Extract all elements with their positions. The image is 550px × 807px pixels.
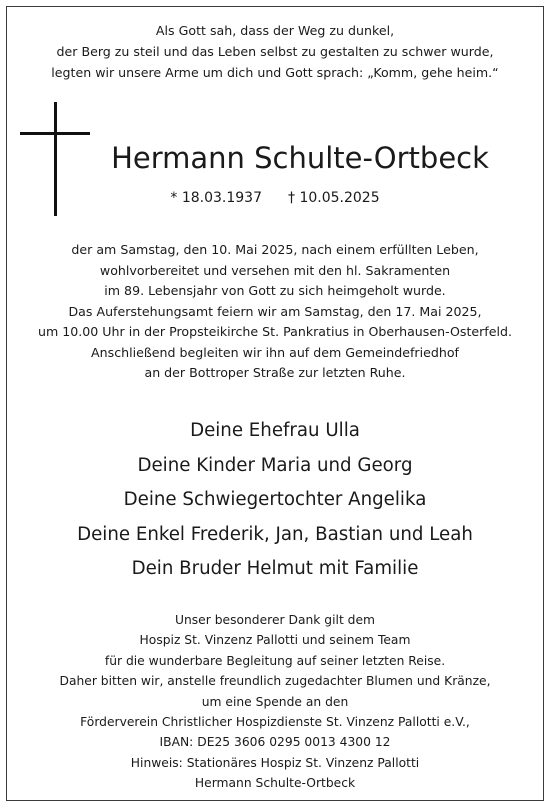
thanks-line: für die wunderbare Begleitung auf seiner letzten Reise.: [104, 653, 446, 668]
deceased-name: Hermann Schulte-Ortbeck: [111, 141, 489, 175]
notice-line: der am Samstag, den 10. Mai 2025, nach einem erfüllten Leben,: [71, 242, 479, 257]
mourner-line: Deine Kinder Maria und Georg: [137, 454, 413, 476]
mourner-line: Dein Bruder Helmut mit Familie: [131, 558, 419, 579]
intro-line: der Berg zu steil und das Leben selbst zu gestalten zu schwer wurde,: [56, 44, 494, 59]
mourner-line: Deine Ehefrau Ulla: [190, 420, 360, 441]
donation-recipient: Förderverein Christlicher Hospizdienste St. Vinzenz Pallotti e.V.,: [80, 715, 470, 730]
thanks-line: um eine Spende an den: [201, 694, 349, 709]
death-date: † 10.05.2025: [288, 190, 380, 206]
thanks-and-donation: [0, 610, 550, 794]
intro-poem: [0, 20, 550, 83]
notice-line: um 10.00 Uhr in der Propsteikirche St. Pankratius in Oberhausen-Osterfeld.: [38, 324, 512, 339]
thanks-line: Hospiz St. Vinzenz Pallotti und seinem Team: [139, 633, 411, 648]
thanks-line: Unser besonderer Dank gilt dem: [174, 613, 376, 627]
intro-line: Als Gott sah, dass der Weg zu dunkel,: [155, 23, 395, 38]
notice-line: im 89. Lebensjahr von Gott zu sich heimgeholt wurde.: [104, 283, 446, 298]
notice-line: Das Auferstehungsamt feiern wir am Samstag, den 17. Mai 2025,: [68, 303, 482, 319]
cross-horizontal-bar: [20, 132, 90, 135]
intro-line: legten wir unsere Arme um dich und Gott sprach: „Komm, gehe heim.“: [51, 65, 499, 80]
life-dates: [0, 188, 550, 208]
donation-reference-name: Hermann Schulte-Ortbeck: [194, 776, 356, 791]
death-notice-text: [0, 240, 550, 384]
notice-line: Anschließend begleiten wir ihn auf dem Gemeindefriedhof: [91, 344, 459, 360]
notice-line: an der Bottroper Straße zur letzten Ruhe.: [144, 365, 406, 380]
donation-iban: IBAN: DE25 3606 0295 0013 4300 12: [159, 735, 391, 750]
birth-date: * 18.03.1937: [170, 190, 262, 206]
notice-line: wohlvorbereitet und versehen mit den hl. Sakramenten: [99, 262, 451, 278]
mourners-list: [0, 414, 550, 587]
donation-reference: Hinweis: Stationäres Hospiz St. Vinzenz Pallotti: [130, 755, 420, 770]
mourner-line: Deine Enkel Frederik, Jan, Bastian und Leah: [77, 523, 473, 545]
thanks-line: Daher bitten wir, anstelle freundlich zugedachter Blumen und Kränze,: [59, 674, 491, 689]
mourner-line: Deine Schwiegertochter Angelika: [123, 489, 427, 510]
